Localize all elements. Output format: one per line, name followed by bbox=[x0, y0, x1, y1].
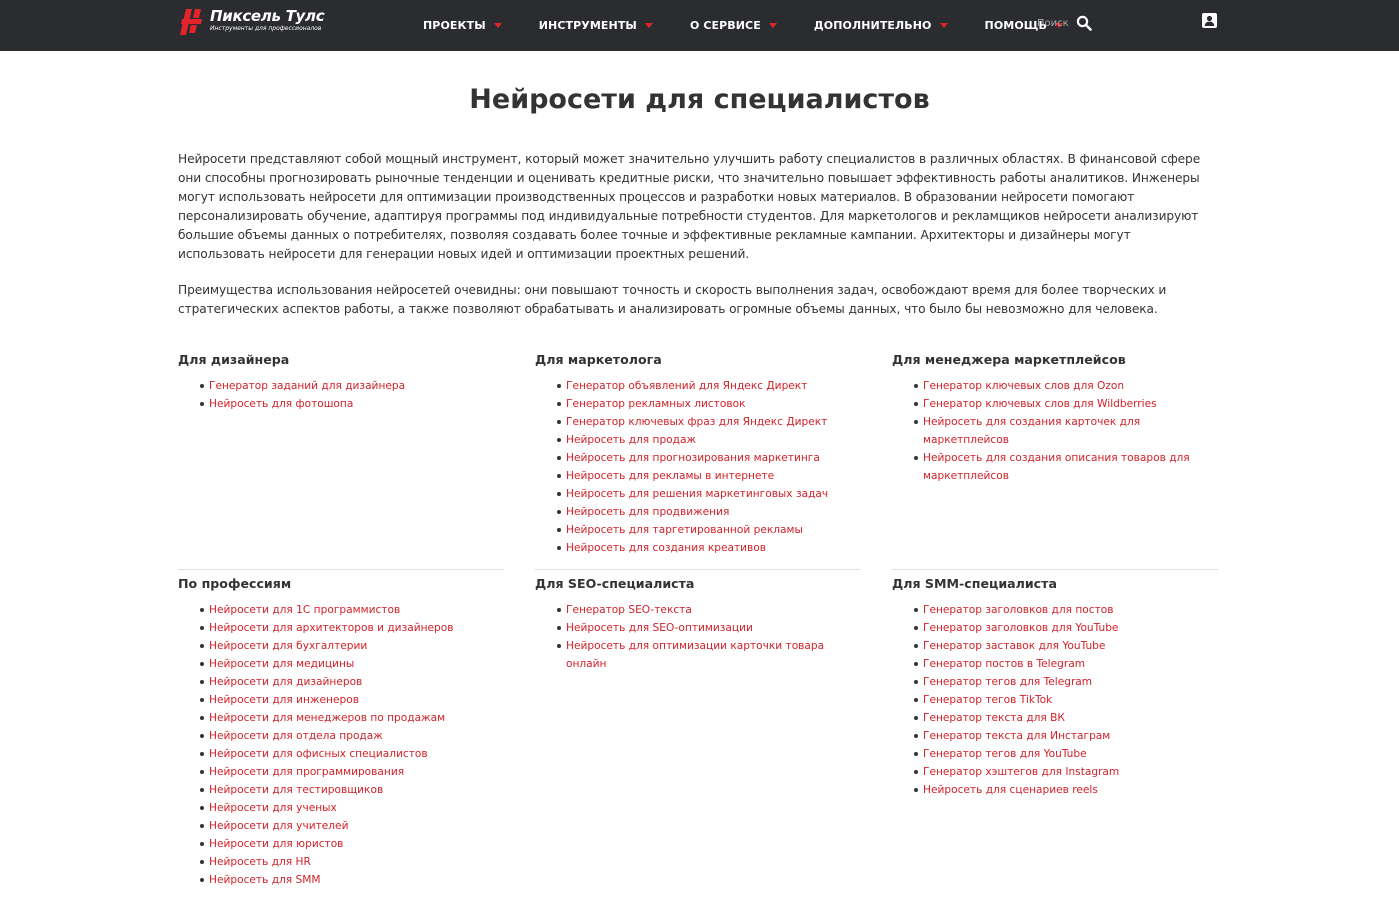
list-item-link[interactable]: Генератор текста для Инстаграм bbox=[923, 727, 1218, 745]
site-logo[interactable] bbox=[178, 7, 324, 41]
section-title: По профессиям bbox=[178, 576, 292, 591]
search-box[interactable] bbox=[1037, 13, 1092, 33]
top-navigation-bar bbox=[0, 0, 1399, 51]
link-list bbox=[892, 601, 1218, 799]
caret-down-icon bbox=[645, 23, 653, 28]
logo-text bbox=[210, 7, 324, 33]
logo-subtitle: Инструменты для профессионалов bbox=[210, 25, 322, 32]
section-divider bbox=[178, 569, 504, 570]
list-item-link[interactable]: Нейросети для учителей bbox=[209, 817, 504, 835]
list-item-link[interactable]: Генератор заголовков для постов bbox=[923, 601, 1218, 619]
list-item-link[interactable]: Нейросеть для решения маркетинговых задач bbox=[566, 485, 861, 503]
list-item-link[interactable]: Нейросеть для создания карточек для маркетплейсов bbox=[923, 413, 1218, 449]
list-item-link[interactable]: Нейросеть для продвижения bbox=[566, 503, 861, 521]
list-item-link[interactable]: Нейросеть для HR bbox=[209, 853, 504, 871]
list-item-link[interactable]: Нейросеть для сценариев reels bbox=[923, 781, 1218, 799]
logo-title: Пиксель Тулс bbox=[210, 7, 325, 25]
list-item-link[interactable]: Генератор хэштегов для Instagram bbox=[923, 763, 1218, 781]
list-item-link[interactable]: Генератор заставок для YouTube bbox=[923, 637, 1218, 655]
section-title: Для SMM-специалиста bbox=[892, 576, 1057, 591]
list-item-link[interactable]: Генератор заданий для дизайнера bbox=[209, 377, 504, 395]
intro-paragraph: Преимущества использования нейросетей очевидны: они повышают точность и скорость выполнения задач, освобождают время для более творческих и стратегических аспектов работы, а также позволяют обрабатывать и анализировать огромные объемы данных, что было бы невозможно для человека. bbox=[178, 283, 1167, 316]
section-title: Для дизайнера bbox=[178, 352, 290, 367]
list-item-link[interactable]: Нейросеть для рекламы в интернете bbox=[566, 467, 861, 485]
link-list bbox=[178, 601, 504, 889]
nav-item-label: ДОПОЛНИТЕЛЬНО bbox=[813, 19, 932, 32]
list-item-link[interactable]: Нейросеть для фотошопа bbox=[209, 395, 504, 413]
page-title: Нейросети для специалистов bbox=[469, 84, 930, 115]
list-item-link[interactable]: Нейросеть для создания описания товаров для маркетплейсов bbox=[923, 449, 1218, 485]
list-item-link[interactable]: Нейросеть для прогнозирования маркетинга bbox=[566, 449, 861, 467]
list-item-link[interactable]: Нейросеть для SMM bbox=[209, 871, 504, 889]
intro-paragraph: Нейросети представляют собой мощный инструмент, который может значительно улучшить работу специалистов в различных областях. В финансовой сфере они способны прогнозировать рыночные тенденции и оценивать кредитные риски, что значительно повышает эффективность работы аналитиков. Инженеры могут использовать нейросети для оптимизации производственных процессов и разработки новых материалов. В образовании нейросети помогают персонализировать обучение, адаптируя программы под индивидуальные потребности студентов. Для маркетологов и рекламщиков нейросети анализируют большие объемы данных о потребителях, позволяя создавать более точные и эффективные рекламные кампании. Архитекторы и дизайнеры могут использовать нейросети для генерации новых идей и оптимизации проектных решений. bbox=[178, 152, 1201, 261]
section-title: Для маркетолога bbox=[535, 352, 662, 367]
section-title: Для SEO-специалиста bbox=[535, 576, 695, 591]
list-item-link[interactable]: Генератор текста для ВК bbox=[923, 709, 1218, 727]
nav-item-label: ПРОЕКТЫ bbox=[423, 19, 486, 32]
list-item-link[interactable]: Нейросети для тестировщиков bbox=[209, 781, 504, 799]
list-item-link[interactable]: Нейросети для 1С программистов bbox=[209, 601, 504, 619]
section-for-designer bbox=[178, 351, 504, 413]
section-for-marketer bbox=[535, 351, 861, 557]
list-item-link[interactable]: Нейросеть для таргетированной рекламы bbox=[566, 521, 861, 539]
search-icon[interactable] bbox=[1076, 15, 1092, 31]
link-list bbox=[535, 377, 861, 557]
list-item-link[interactable]: Нейросети для программирования bbox=[209, 763, 504, 781]
section-for-seo-specialist bbox=[535, 575, 861, 673]
list-item-link[interactable]: Нейросети для дизайнеров bbox=[209, 673, 504, 691]
nav-item-label: ИНСТРУМЕНТЫ bbox=[538, 19, 637, 32]
list-item-link[interactable]: Нейросеть для SEO-оптимизации bbox=[566, 619, 861, 637]
section-by-profession bbox=[178, 575, 504, 889]
section-divider bbox=[892, 569, 1218, 570]
list-item-link[interactable]: Нейросеть для продаж bbox=[566, 431, 861, 449]
list-item-link[interactable]: Нейросеть для создания креативов bbox=[566, 539, 861, 557]
search-label: Поиск bbox=[1037, 17, 1069, 29]
list-item-link[interactable]: Генератор объявлений для Яндекс Директ bbox=[566, 377, 861, 395]
list-item-link[interactable]: Нейросети для юристов bbox=[209, 835, 504, 853]
user-account-icon[interactable] bbox=[1202, 13, 1217, 28]
link-list bbox=[178, 377, 504, 413]
list-item-link[interactable]: Нейросеть для оптимизации карточки товара онлайн bbox=[566, 637, 861, 673]
list-item-link[interactable]: Нейросети для бухгалтерии bbox=[209, 637, 504, 655]
list-item-link[interactable]: Генератор постов в Telegram bbox=[923, 655, 1218, 673]
caret-down-icon bbox=[769, 23, 777, 28]
list-item-link[interactable]: Нейросети для архитекторов и дизайнеров bbox=[209, 619, 504, 637]
list-item-link[interactable]: Генератор ключевых фраз для Яндекс Директ bbox=[566, 413, 861, 431]
list-item-link[interactable]: Генератор тегов для YouTube bbox=[923, 745, 1218, 763]
list-item-link[interactable]: Нейросети для менеджеров по продажам bbox=[209, 709, 504, 727]
nav-item-additional[interactable] bbox=[814, 19, 948, 32]
nav-item-tools[interactable] bbox=[539, 19, 653, 32]
list-item-link[interactable]: Генератор заголовков для YouTube bbox=[923, 619, 1218, 637]
nav-item-projects[interactable] bbox=[423, 19, 502, 32]
list-item-link[interactable]: Генератор SEO-текста bbox=[566, 601, 861, 619]
logo-mark-icon bbox=[178, 7, 204, 37]
list-item-link[interactable]: Генератор рекламных листовок bbox=[566, 395, 861, 413]
link-list bbox=[892, 377, 1218, 485]
nav-item-about[interactable] bbox=[690, 19, 777, 32]
list-item-link[interactable]: Генератор ключевых слов для Ozon bbox=[923, 377, 1218, 395]
list-item-link[interactable]: Нейросети для медицины bbox=[209, 655, 504, 673]
caret-down-icon bbox=[940, 23, 948, 28]
list-item-link[interactable]: Нейросети для отдела продаж bbox=[209, 727, 504, 745]
section-title: Для менеджера маркетплейсов bbox=[892, 352, 1126, 367]
list-item-link[interactable]: Генератор тегов TikTok bbox=[923, 691, 1218, 709]
section-for-smm-specialist bbox=[892, 575, 1218, 799]
nav-item-label: ПОМОЩЬ bbox=[984, 19, 1047, 32]
section-divider bbox=[535, 569, 860, 570]
caret-down-icon bbox=[494, 23, 502, 28]
list-item-link[interactable]: Нейросети для инженеров bbox=[209, 691, 504, 709]
link-list bbox=[535, 601, 861, 673]
list-item-link[interactable]: Нейросети для ученых bbox=[209, 799, 504, 817]
nav-item-label: О СЕРВИСЕ bbox=[689, 19, 761, 32]
list-item-link[interactable]: Генератор тегов для Telegram bbox=[923, 673, 1218, 691]
list-item-link[interactable]: Генератор ключевых слов для Wildberries bbox=[923, 395, 1218, 413]
main-menu bbox=[423, 0, 1100, 51]
section-for-marketplace-manager bbox=[892, 351, 1218, 485]
list-item-link[interactable]: Нейросети для офисных специалистов bbox=[209, 745, 504, 763]
